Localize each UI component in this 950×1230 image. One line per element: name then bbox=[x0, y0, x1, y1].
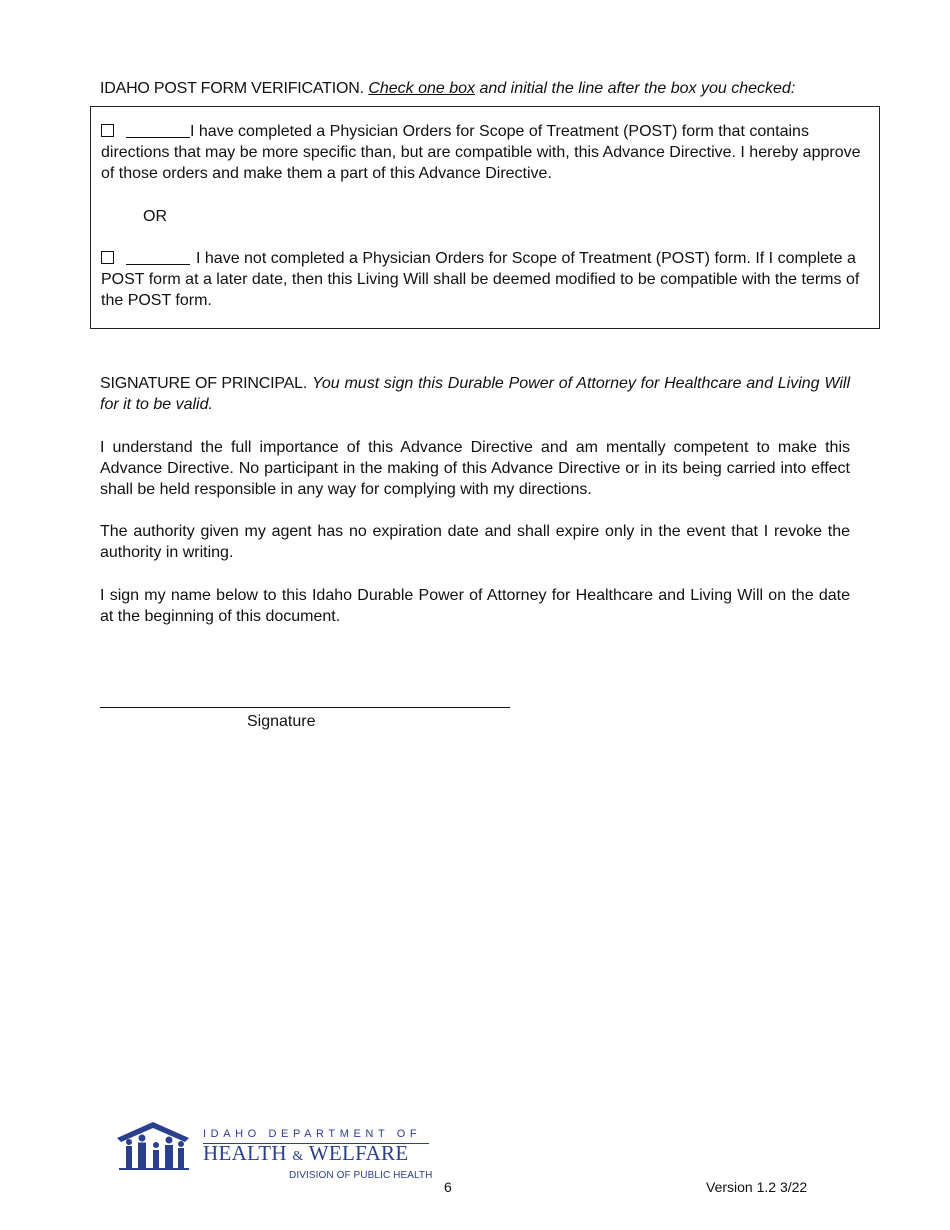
signature-line[interactable] bbox=[100, 707, 510, 708]
logo-health: HEALTH bbox=[203, 1141, 287, 1165]
idhw-logo bbox=[115, 1120, 435, 1184]
paragraph-competence: I understand the full importance of this Advance Directive and am mentally competent to make this Advance Directive. No participant in the making of this Advance Directive or in its being carried into effect shall be held responsible in any way for complying with my directions. bbox=[100, 439, 850, 498]
page-number: 6 bbox=[444, 1179, 452, 1195]
option-not-completed-post-text: I have not completed a Physician Orders for Scope of Treatment (POST) form. If I complete a POST form at a later date, then this Living Will shall be deemed modified to be compatible with the terms of the POST form. bbox=[101, 250, 860, 309]
signature-label: Signature bbox=[247, 713, 316, 730]
option-completed-post-text: I have completed a Physician Orders for Scope of Treatment (POST) form that contains directions that may be more specific than, but are compatible with, this Advance Directive. I hereby approve of those orders and make them a part of this Advance Directive. bbox=[101, 123, 861, 182]
signature-heading: SIGNATURE OF PRINCIPAL. You must sign this Durable Power of Attorney for Healthcare and Living Will for it to be valid. bbox=[100, 375, 850, 413]
instruction-check-one-box: Check one box bbox=[368, 80, 476, 97]
option-completed-post bbox=[101, 121, 871, 184]
paragraph-sign-name: I sign my name below to this Idaho Durable Power of Attorney for Healthcare and Living Will on the date at the beginning of this document. bbox=[100, 587, 850, 625]
family-house-icon bbox=[115, 1120, 195, 1172]
checkbox-not-completed-post[interactable] bbox=[101, 251, 114, 264]
logo-health-welfare bbox=[203, 1141, 432, 1169]
version-label: Version 1.2 3/22 bbox=[706, 1179, 808, 1195]
logo-ampersand: & bbox=[292, 1149, 304, 1164]
logo-text bbox=[203, 1128, 432, 1182]
logo-division: DIVISION OF PUBLIC HEALTH bbox=[289, 1170, 433, 1181]
option-not-completed-post bbox=[101, 248, 871, 311]
paragraph-authority: The authority given my agent has no expiration date and shall expire only in the event that I revoke the authority in writing. bbox=[100, 523, 850, 561]
post-verification-title: IDAHO POST FORM VERIFICATION. bbox=[100, 80, 364, 97]
initials-line-not-completed-post[interactable] bbox=[126, 250, 190, 265]
signature-instruction: You must sign this Durable Power of Attorney for Healthcare and Living Will for it to be valid. bbox=[100, 375, 850, 413]
initials-line-completed-post[interactable] bbox=[126, 123, 190, 138]
checkbox-completed-post[interactable] bbox=[101, 124, 114, 137]
post-options-box bbox=[90, 106, 880, 329]
signature-title: SIGNATURE OF PRINCIPAL bbox=[100, 375, 303, 392]
logo-department: IDAHO DEPARTMENT OF bbox=[203, 1128, 422, 1140]
post-verification-heading bbox=[100, 78, 880, 99]
instruction-rest: and initial the line after the box you checked: bbox=[479, 80, 796, 97]
or-label: OR bbox=[143, 208, 167, 225]
logo-welfare: WELFARE bbox=[308, 1141, 409, 1165]
